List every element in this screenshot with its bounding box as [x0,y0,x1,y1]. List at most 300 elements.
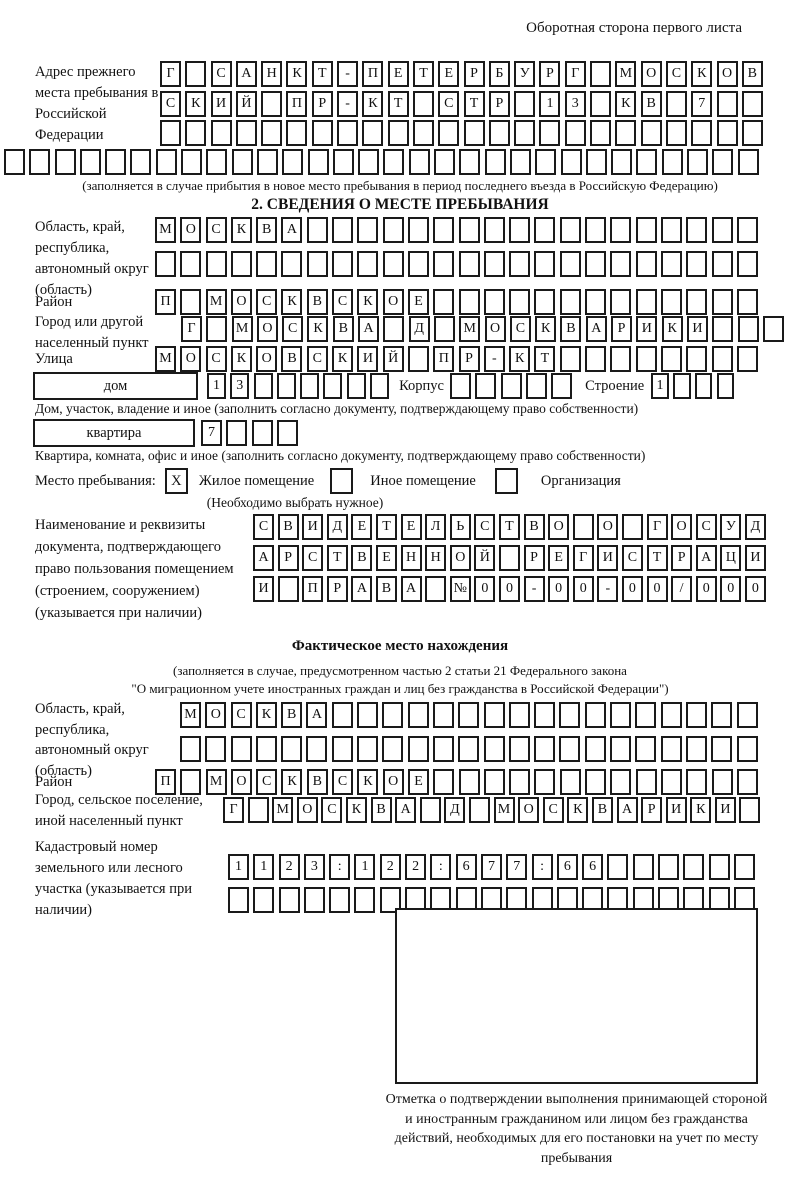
char-cell[interactable]: В [281,702,302,728]
char-cell[interactable]: А [351,576,372,602]
char-cell[interactable]: Т [388,91,409,117]
char-cell[interactable] [156,149,177,175]
char-cell[interactable]: К [357,289,378,315]
char-cell[interactable] [534,289,555,315]
char-cell[interactable] [559,702,580,728]
char-cell[interactable] [509,702,530,728]
char-cell[interactable] [180,736,201,762]
char-cell[interactable] [673,373,691,399]
char-cell[interactable] [231,251,252,277]
char-cell[interactable]: Р [539,61,560,87]
char-cell[interactable] [738,316,759,342]
char-cell[interactable] [300,373,319,399]
char-cell[interactable]: Н [261,61,282,87]
char-cell[interactable] [686,736,707,762]
char-cell[interactable] [610,251,631,277]
char-cell[interactable]: А [617,797,638,823]
char-cell[interactable] [636,217,657,243]
char-cell[interactable]: 2 [405,854,426,880]
char-cell[interactable] [534,769,555,795]
char-cell[interactable]: 0 [499,576,520,602]
char-cell[interactable] [610,346,631,372]
char-cell[interactable]: Г [160,61,181,87]
char-cell[interactable] [433,217,454,243]
char-cell[interactable]: Р [312,91,333,117]
char-cell[interactable]: И [357,346,378,372]
char-cell[interactable] [509,217,530,243]
char-cell[interactable] [585,289,606,315]
char-cell[interactable] [408,702,429,728]
char-cell[interactable]: Р [524,545,545,571]
char-cell[interactable] [333,149,354,175]
char-cell[interactable]: - [337,61,358,87]
char-cell[interactable]: К [690,797,711,823]
char-cell[interactable] [458,736,479,762]
char-cell[interactable]: О [450,545,471,571]
char-cell[interactable] [636,769,657,795]
char-cell[interactable] [636,251,657,277]
char-cell[interactable]: В [592,797,613,823]
char-cell[interactable] [737,702,758,728]
char-cell[interactable]: 1 [228,854,249,880]
char-cell[interactable] [484,736,505,762]
char-cell[interactable]: А [395,797,416,823]
char-cell[interactable]: А [253,545,274,571]
char-cell[interactable]: 1 [207,373,226,399]
char-cell[interactable] [80,149,101,175]
char-cell[interactable] [489,120,510,146]
char-cell[interactable] [413,120,434,146]
char-cell[interactable] [277,373,296,399]
char-cell[interactable] [691,120,712,146]
char-cell[interactable] [408,251,429,277]
char-cell[interactable] [231,736,252,762]
char-cell[interactable] [459,217,480,243]
char-cell[interactable]: 0 [474,576,495,602]
char-cell[interactable]: 7 [691,91,712,117]
char-cell[interactable]: О [180,346,201,372]
char-cell[interactable]: О [597,514,618,540]
char-cell[interactable] [464,120,485,146]
char-cell[interactable] [712,251,733,277]
char-cell[interactable] [261,91,282,117]
char-cell[interactable] [180,251,201,277]
char-cell[interactable] [509,736,530,762]
char-cell[interactable] [459,149,480,175]
char-cell[interactable]: Т [413,61,434,87]
char-cell[interactable]: Й [236,91,257,117]
char-cell[interactable] [539,120,560,146]
char-cell[interactable] [535,149,556,175]
char-cell[interactable]: 7 [506,854,527,880]
char-cell[interactable]: О [641,61,662,87]
char-cell[interactable]: Н [401,545,422,571]
char-cell[interactable]: : [329,854,350,880]
char-cell[interactable]: П [155,289,176,315]
char-cell[interactable] [226,420,247,446]
char-cell[interactable]: О [485,316,506,342]
char-cell[interactable]: С [332,769,353,795]
char-cell[interactable]: И [302,514,323,540]
char-cell[interactable] [181,149,202,175]
char-cell[interactable]: А [306,702,327,728]
char-cell[interactable] [286,120,307,146]
char-cell[interactable] [277,420,298,446]
char-cell[interactable] [261,120,282,146]
char-cell[interactable]: П [433,346,454,372]
char-cell[interactable] [717,91,738,117]
char-cell[interactable]: А [401,576,422,602]
char-cell[interactable] [332,702,353,728]
char-cell[interactable] [534,251,555,277]
char-cell[interactable] [666,120,687,146]
char-cell[interactable] [383,217,404,243]
char-cell[interactable]: К [535,316,556,342]
char-cell[interactable] [433,769,454,795]
char-cell[interactable] [160,120,181,146]
char-cell[interactable]: О [180,217,201,243]
char-cell[interactable] [484,251,505,277]
char-cell[interactable]: В [371,797,392,823]
char-cell[interactable]: Е [376,545,397,571]
char-cell[interactable] [228,887,249,913]
char-cell[interactable]: : [430,854,451,880]
checkbox-zhiloe[interactable]: X [165,468,188,494]
char-cell[interactable]: 0 [720,576,741,602]
char-cell[interactable]: М [615,61,636,87]
char-cell[interactable]: В [560,316,581,342]
char-cell[interactable] [534,217,555,243]
char-cell[interactable] [661,289,682,315]
char-cell[interactable]: М [232,316,253,342]
char-cell[interactable] [560,289,581,315]
char-cell[interactable] [304,887,325,913]
char-cell[interactable]: В [256,217,277,243]
char-cell[interactable]: К [357,769,378,795]
char-cell[interactable] [658,854,679,880]
char-cell[interactable]: К [346,797,367,823]
char-cell[interactable]: Р [489,91,510,117]
char-cell[interactable] [737,217,758,243]
char-cell[interactable]: О [205,702,226,728]
char-cell[interactable] [434,316,455,342]
char-cell[interactable]: 2 [279,854,300,880]
char-cell[interactable]: М [459,316,480,342]
char-cell[interactable]: С [206,346,227,372]
char-cell[interactable]: И [715,797,736,823]
char-cell[interactable] [573,514,594,540]
char-cell[interactable]: Г [565,61,586,87]
char-cell[interactable]: В [333,316,354,342]
char-cell[interactable] [742,91,763,117]
char-cell[interactable] [282,149,303,175]
char-cell[interactable]: - [484,346,505,372]
char-cell[interactable] [712,149,733,175]
char-cell[interactable]: О [671,514,692,540]
char-cell[interactable]: И [745,545,766,571]
confirmation-stamp-box[interactable] [395,908,758,1084]
char-cell[interactable] [105,149,126,175]
char-cell[interactable] [357,217,378,243]
char-cell[interactable] [484,769,505,795]
char-cell[interactable] [737,289,758,315]
char-cell[interactable] [475,373,496,399]
char-cell[interactable]: М [180,702,201,728]
char-cell[interactable] [281,251,302,277]
char-cell[interactable]: С [160,91,181,117]
char-cell[interactable] [281,736,302,762]
char-cell[interactable]: Д [409,316,430,342]
char-cell[interactable]: С [256,769,277,795]
char-cell[interactable]: Г [223,797,244,823]
char-cell[interactable] [622,514,643,540]
char-cell[interactable] [408,736,429,762]
char-cell[interactable] [55,149,76,175]
char-cell[interactable] [686,289,707,315]
char-cell[interactable] [254,373,273,399]
char-cell[interactable] [358,149,379,175]
char-cell[interactable] [585,736,606,762]
char-cell[interactable] [484,289,505,315]
char-cell[interactable] [185,61,206,87]
char-cell[interactable] [509,289,530,315]
char-cell[interactable]: 0 [745,576,766,602]
char-cell[interactable] [383,251,404,277]
char-cell[interactable]: 3 [230,373,249,399]
char-cell[interactable] [636,346,657,372]
char-cell[interactable]: В [307,769,328,795]
char-cell[interactable]: О [231,769,252,795]
char-cell[interactable]: Р [464,61,485,87]
char-cell[interactable] [738,149,759,175]
char-cell[interactable]: С [474,514,495,540]
char-cell[interactable] [29,149,50,175]
char-cell[interactable]: 1 [354,854,375,880]
char-cell[interactable]: 0 [548,576,569,602]
char-cell[interactable] [560,769,581,795]
char-cell[interactable]: 1 [651,373,669,399]
char-cell[interactable] [514,91,535,117]
char-cell[interactable]: К [286,61,307,87]
char-cell[interactable]: Ь [450,514,471,540]
char-cell[interactable]: Р [611,316,632,342]
char-cell[interactable] [509,251,530,277]
char-cell[interactable] [695,373,713,399]
char-cell[interactable] [534,702,555,728]
char-cell[interactable] [641,120,662,146]
char-cell[interactable]: 0 [622,576,643,602]
char-cell[interactable] [712,289,733,315]
char-cell[interactable]: С [321,797,342,823]
char-cell[interactable]: А [281,217,302,243]
char-cell[interactable] [607,854,628,880]
char-cell[interactable]: К [662,316,683,342]
char-cell[interactable] [248,797,269,823]
char-cell[interactable] [388,120,409,146]
char-cell[interactable] [279,887,300,913]
char-cell[interactable] [469,797,490,823]
char-cell[interactable]: А [696,545,717,571]
char-cell[interactable]: № [450,576,471,602]
char-cell[interactable] [420,797,441,823]
char-cell[interactable]: Т [499,514,520,540]
char-cell[interactable]: Т [376,514,397,540]
char-cell[interactable]: О [717,61,738,87]
char-cell[interactable] [323,373,342,399]
char-cell[interactable] [347,373,366,399]
char-cell[interactable]: О [231,289,252,315]
char-cell[interactable]: К [362,91,383,117]
char-cell[interactable] [332,736,353,762]
char-cell[interactable] [232,149,253,175]
char-cell[interactable]: Е [438,61,459,87]
char-cell[interactable]: 6 [456,854,477,880]
char-cell[interactable]: М [155,346,176,372]
char-cell[interactable]: Г [573,545,594,571]
char-cell[interactable]: В [278,514,299,540]
checkbox-inoe[interactable] [330,468,353,494]
char-cell[interactable] [433,251,454,277]
char-cell[interactable]: П [302,576,323,602]
char-cell[interactable]: Е [351,514,372,540]
char-cell[interactable]: У [514,61,535,87]
char-cell[interactable] [585,702,606,728]
char-cell[interactable] [615,120,636,146]
char-cell[interactable] [737,736,758,762]
char-cell[interactable]: С [510,316,531,342]
char-cell[interactable]: Б [489,61,510,87]
char-cell[interactable] [459,769,480,795]
char-cell[interactable] [438,120,459,146]
char-cell[interactable]: К [615,91,636,117]
char-cell[interactable]: К [281,289,302,315]
char-cell[interactable] [382,702,403,728]
char-cell[interactable]: М [272,797,293,823]
char-cell[interactable] [370,373,389,399]
char-cell[interactable]: О [518,797,539,823]
char-cell[interactable]: С [282,316,303,342]
char-cell[interactable]: Д [327,514,348,540]
char-cell[interactable]: 7 [481,854,502,880]
char-cell[interactable] [661,346,682,372]
char-cell[interactable]: В [524,514,545,540]
char-cell[interactable]: О [257,316,278,342]
char-cell[interactable] [278,576,299,602]
char-cell[interactable]: Т [647,545,668,571]
char-cell[interactable] [205,736,226,762]
char-cell[interactable] [661,702,682,728]
char-cell[interactable]: И [597,545,618,571]
char-cell[interactable] [712,346,733,372]
char-cell[interactable]: 3 [304,854,325,880]
char-cell[interactable]: : [532,854,553,880]
char-cell[interactable]: С [307,346,328,372]
char-cell[interactable]: 7 [201,420,222,446]
char-cell[interactable]: К [185,91,206,117]
char-cell[interactable] [357,736,378,762]
char-cell[interactable]: С [253,514,274,540]
char-cell[interactable] [661,217,682,243]
char-cell[interactable] [408,217,429,243]
char-cell[interactable] [253,887,274,913]
char-cell[interactable]: И [253,576,274,602]
char-cell[interactable]: Т [534,346,555,372]
char-cell[interactable] [686,769,707,795]
char-cell[interactable] [661,251,682,277]
char-cell[interactable] [180,289,201,315]
char-cell[interactable]: Р [278,545,299,571]
char-cell[interactable] [409,149,430,175]
char-cell[interactable] [560,217,581,243]
char-cell[interactable] [711,702,732,728]
char-cell[interactable]: Д [444,797,465,823]
char-cell[interactable]: О [548,514,569,540]
char-cell[interactable] [561,149,582,175]
char-cell[interactable] [742,120,763,146]
char-cell[interactable]: К [231,346,252,372]
char-cell[interactable] [329,887,350,913]
char-cell[interactable] [636,289,657,315]
char-cell[interactable] [337,120,358,146]
char-cell[interactable]: 2 [380,854,401,880]
char-cell[interactable] [206,316,227,342]
char-cell[interactable] [383,149,404,175]
char-cell[interactable] [610,217,631,243]
char-cell[interactable]: К [281,769,302,795]
char-cell[interactable]: М [206,769,227,795]
char-cell[interactable]: И [636,316,657,342]
char-cell[interactable]: К [231,217,252,243]
char-cell[interactable]: В [307,289,328,315]
char-cell[interactable] [590,61,611,87]
char-cell[interactable] [236,120,257,146]
char-cell[interactable] [332,217,353,243]
char-cell[interactable] [514,120,535,146]
char-cell[interactable]: Е [408,769,429,795]
char-cell[interactable]: Л [425,514,446,540]
char-cell[interactable]: Д [745,514,766,540]
char-cell[interactable]: С [438,91,459,117]
char-cell[interactable] [433,702,454,728]
char-cell[interactable]: В [281,346,302,372]
char-cell[interactable]: С [231,702,252,728]
char-cell[interactable] [450,373,471,399]
char-cell[interactable]: Н [425,545,446,571]
char-cell[interactable] [610,702,631,728]
char-cell[interactable]: Т [327,545,348,571]
char-cell[interactable] [666,91,687,117]
char-cell[interactable] [683,854,704,880]
char-cell[interactable]: П [286,91,307,117]
char-cell[interactable] [155,251,176,277]
char-cell[interactable]: С [302,545,323,571]
char-cell[interactable] [717,373,735,399]
char-cell[interactable] [586,149,607,175]
char-cell[interactable] [382,736,403,762]
char-cell[interactable] [434,149,455,175]
char-cell[interactable] [686,251,707,277]
char-cell[interactable] [332,251,353,277]
char-cell[interactable] [560,251,581,277]
char-cell[interactable]: О [297,797,318,823]
char-cell[interactable]: С [256,289,277,315]
char-cell[interactable] [711,736,732,762]
char-cell[interactable]: Г [647,514,668,540]
char-cell[interactable]: В [641,91,662,117]
char-cell[interactable] [737,769,758,795]
char-cell[interactable]: К [256,702,277,728]
char-cell[interactable]: С [696,514,717,540]
